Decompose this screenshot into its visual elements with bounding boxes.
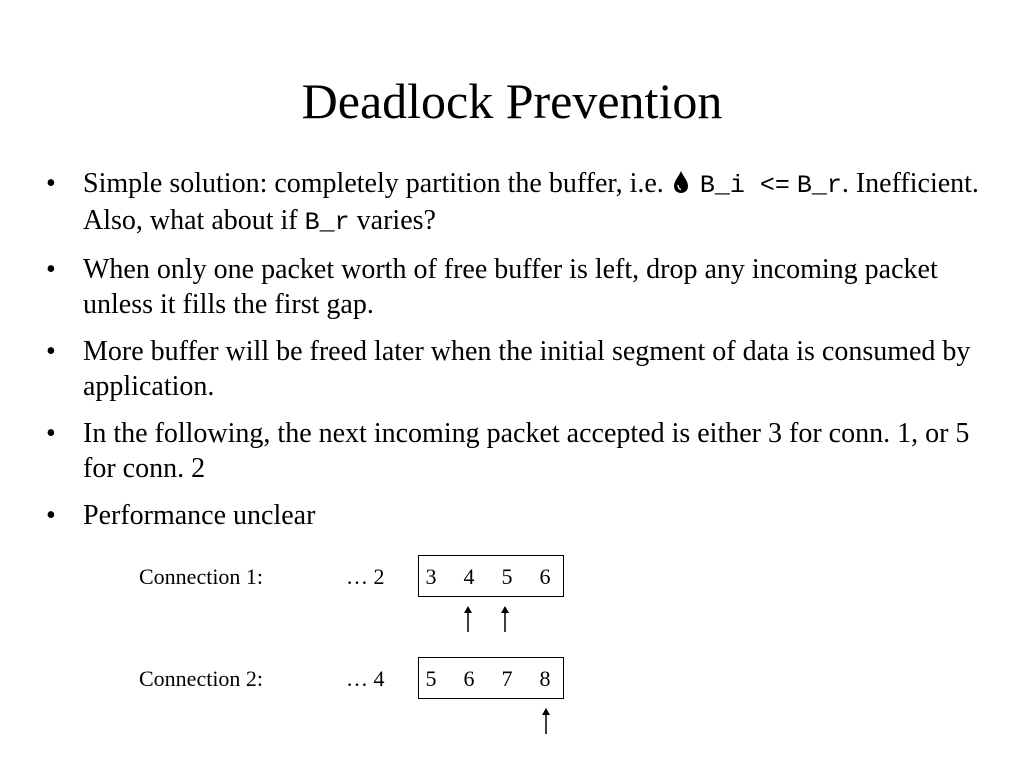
- bullet-item-buffer-freed: [46, 334, 986, 404]
- bullet-text: Performance unclear: [83, 500, 316, 531]
- buffer-cell: 7: [501, 666, 513, 691]
- bullet-text: In the following, the next incoming packet accepted is either 3 for conn. 1, or 5 for conn. 2: [83, 418, 970, 484]
- bullet-marker: •: [46, 418, 56, 449]
- code-b-i: B_i <=: [699, 171, 790, 200]
- bullet-marker: •: [46, 168, 56, 199]
- bullet-marker: •: [46, 336, 56, 367]
- up-arrow-icon: [541, 708, 551, 734]
- connection-2-buffer: [418, 657, 564, 699]
- buffer-cell: 3: [425, 564, 437, 589]
- connection-1-prefix: … 2: [346, 564, 385, 589]
- buffer-cell: 6: [539, 564, 551, 589]
- buffer-diagram: [0, 540, 1024, 768]
- bullet-item-drop-packet: [46, 252, 986, 322]
- drop-icon: [673, 170, 689, 194]
- code-b-r: B_r: [796, 171, 842, 200]
- up-arrow-icon: [500, 606, 510, 632]
- buffer-cell: 6: [463, 666, 475, 691]
- bullet-item-partition: [46, 166, 986, 240]
- slide-title: Deadlock Prevention: [301, 73, 723, 129]
- connection-2-label: Connection 2:: [139, 666, 264, 691]
- up-arrow-icon: [463, 606, 473, 632]
- buffer-cell: 4: [463, 564, 475, 589]
- bullet-marker: •: [46, 500, 56, 531]
- bullet-text: Simple solution: completely partition the buffer, i.e.: [83, 168, 664, 199]
- bullet-marker: •: [46, 254, 56, 285]
- buffer-cell: 5: [425, 666, 437, 691]
- bullet-item-next-packet: [46, 416, 986, 486]
- connection-1-label: Connection 1:: [139, 564, 264, 589]
- bullet-text: When only one packet worth of free buffer is left, drop any incoming packet unless it fills the first gap.: [83, 254, 938, 320]
- bullet-text: varies?: [356, 205, 436, 236]
- bullet-list: [46, 166, 986, 545]
- connection-1-buffer: [418, 555, 564, 597]
- buffer-cell: 5: [501, 564, 513, 589]
- bullet-text: More buffer will be freed later when the initial segment of data is consumed by application.: [83, 336, 971, 402]
- connection-2-prefix: … 4: [346, 666, 385, 691]
- buffer-cell: 8: [539, 666, 551, 691]
- code-b-r: B_r: [304, 208, 350, 237]
- bullet-text: . Inefficient. Also, what about if: [83, 168, 979, 236]
- bullet-item-performance: [46, 498, 986, 533]
